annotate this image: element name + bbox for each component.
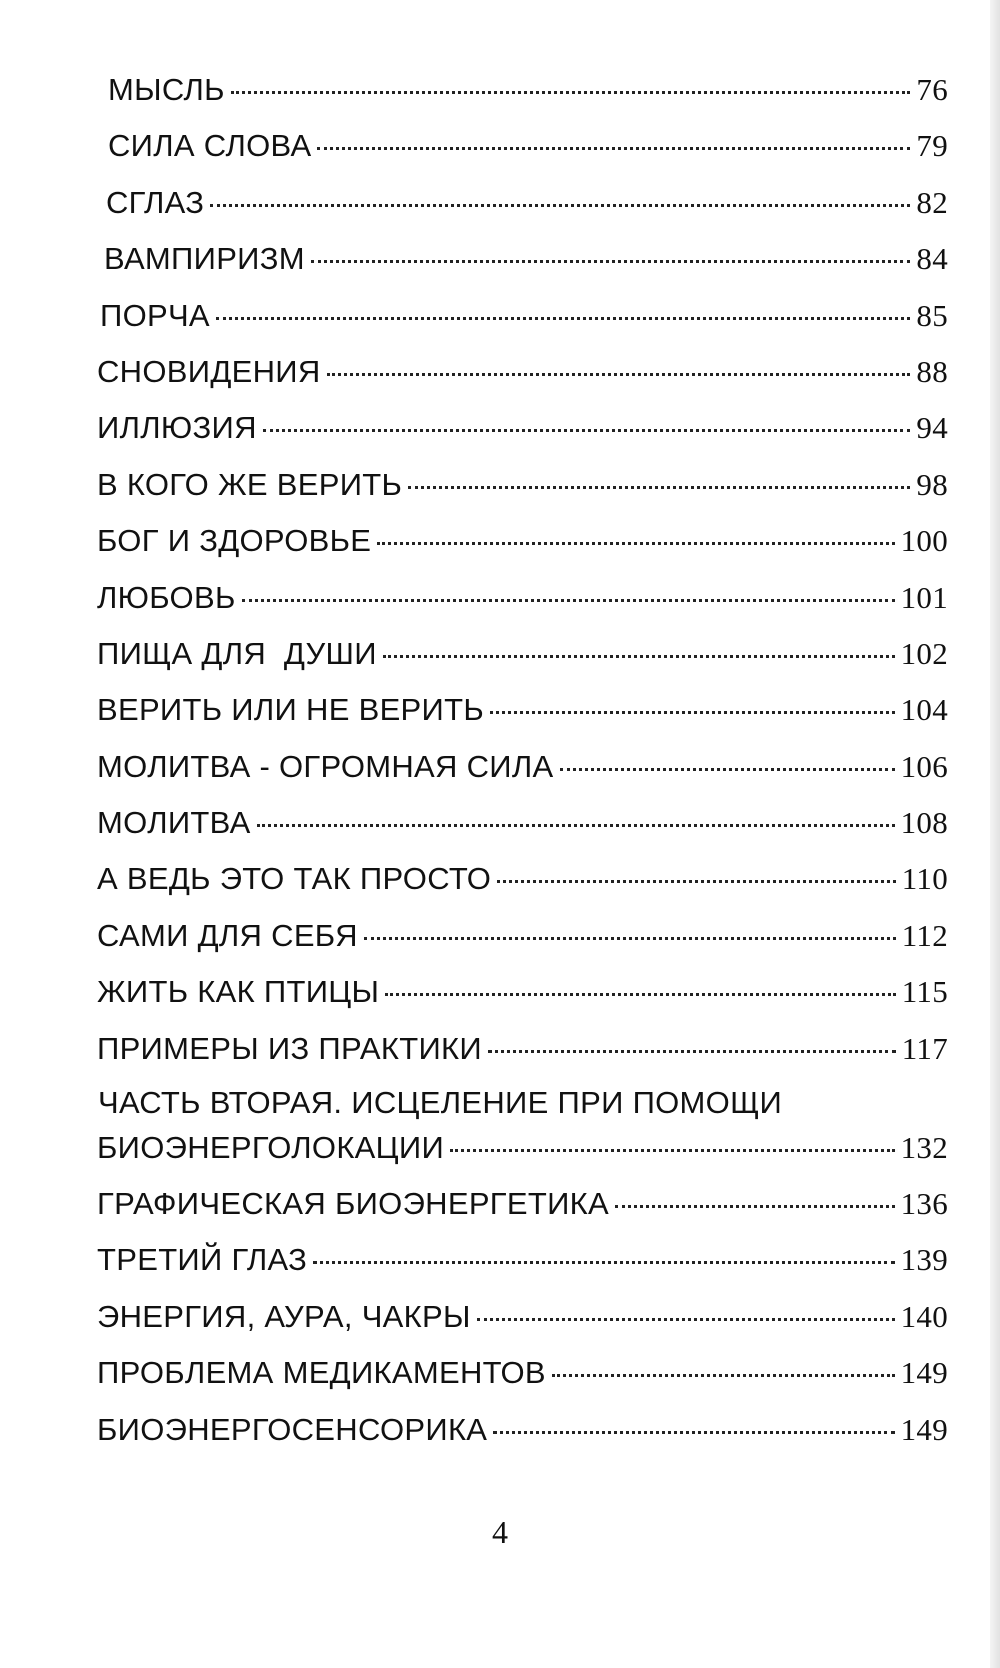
dot-leader <box>560 768 895 771</box>
toc-entry-title: БИОЭНЕРГОЛОКАЦИИ <box>97 1130 445 1165</box>
dot-leader <box>311 260 910 263</box>
dot-leader <box>488 1050 896 1053</box>
toc-entry-page: 149 <box>900 1412 948 1447</box>
dot-leader <box>242 599 895 602</box>
toc-entry-page: 94 <box>916 410 948 445</box>
toc-entry-title: ЛЮБОВЬ <box>97 580 236 615</box>
dot-leader <box>385 993 895 996</box>
toc-entry-title: БОГ И ЗДОРОВЬЕ <box>97 523 372 558</box>
toc-entry <box>97 523 948 567</box>
toc-entry-page: 132 <box>900 1130 948 1165</box>
dot-leader <box>317 147 910 150</box>
dot-leader <box>377 542 894 545</box>
toc-entry-title: ГРАФИЧЕСКАЯ БИОЭНЕРГЕТИКА <box>97 1186 610 1221</box>
toc-entry <box>106 185 948 229</box>
dot-leader <box>364 937 896 940</box>
toc-entry-page: 88 <box>916 354 948 389</box>
dot-leader <box>450 1149 895 1152</box>
dot-leader <box>615 1205 895 1208</box>
toc-entry-page: 100 <box>900 523 948 558</box>
toc-entry-title-line1: ЧАСТЬ ВТОРАЯ. ИСЦЕЛЕНИЕ ПРИ ПОМОЩИ <box>98 1085 783 1120</box>
toc-entry-page: 136 <box>900 1186 948 1221</box>
toc-entry-page: 104 <box>900 692 948 727</box>
toc-entry <box>97 1412 948 1456</box>
dot-leader <box>408 486 910 489</box>
toc-entry-page: 102 <box>900 636 948 671</box>
toc-entry-title: САМИ ДЛЯ СЕБЯ <box>97 918 358 953</box>
dot-leader <box>210 204 910 207</box>
toc-entry-page: 115 <box>901 974 948 1009</box>
toc-entry-page: 139 <box>900 1242 948 1277</box>
toc-entry <box>97 354 948 398</box>
toc-entry <box>104 241 948 285</box>
dot-leader <box>257 824 895 827</box>
toc-entry-title: ЭНЕРГИЯ, АУРА, ЧАКРЫ <box>97 1299 471 1334</box>
dot-leader <box>552 1374 895 1377</box>
toc-entry-title: В КОГО ЖЕ ВЕРИТЬ <box>97 467 403 502</box>
dot-leader <box>497 880 896 883</box>
toc-entry-title: МОЛИТВА <box>97 805 251 840</box>
toc-entry-page: 98 <box>916 467 948 502</box>
toc-entry <box>97 410 948 454</box>
toc-entry <box>97 692 948 736</box>
toc-entry-title: ЖИТЬ КАК ПТИЦЫ <box>97 974 380 1009</box>
toc-entry-page: 106 <box>900 749 948 784</box>
toc-entry-page: 117 <box>901 1031 948 1066</box>
toc-entry-title: СНОВИДЕНИЯ <box>97 354 321 389</box>
toc-entry <box>97 861 948 905</box>
page-edge-shadow <box>990 0 1000 1668</box>
toc-entry-title: ПОРЧА <box>100 298 210 333</box>
toc-entry <box>97 580 948 624</box>
dot-leader <box>231 91 911 94</box>
dot-leader <box>493 1431 894 1434</box>
toc-entry-title: МОЛИТВА - ОГРОМНАЯ СИЛА <box>97 749 554 784</box>
toc-entry <box>108 128 948 172</box>
toc-entry-title: А ВЕДЬ ЭТО ТАК ПРОСТО <box>97 861 492 896</box>
toc-entry <box>97 1242 948 1286</box>
dot-leader <box>477 1318 895 1321</box>
toc-entry-title: ПРОБЛЕМА МЕДИКАМЕНТОВ <box>97 1355 546 1390</box>
toc-entry-title: ИЛЛЮЗИЯ <box>97 410 257 445</box>
toc-entry-page: 76 <box>916 72 948 107</box>
dot-leader <box>216 317 910 320</box>
dot-leader <box>327 373 911 376</box>
toc-entry <box>97 1186 948 1230</box>
toc-entry-title: МЫСЛЬ <box>108 72 225 107</box>
toc-entry-page: 82 <box>916 185 948 220</box>
toc-entry-page: 140 <box>900 1299 948 1334</box>
toc-entry <box>108 72 948 116</box>
toc-entry <box>97 974 948 1018</box>
dot-leader <box>263 429 911 432</box>
toc-entry <box>97 805 948 849</box>
toc-entry-page: 84 <box>916 241 948 276</box>
toc-entry-title: БИОЭНЕРГОСЕНСОРИКА <box>97 1412 488 1447</box>
toc-entry-page: 110 <box>901 861 948 896</box>
toc-entry-title: СИЛА СЛОВА <box>108 128 312 163</box>
toc-entry <box>97 467 948 511</box>
page-number: 4 <box>492 1514 508 1550</box>
toc-entry-title: ВЕРИТЬ ИЛИ НЕ ВЕРИТЬ <box>97 692 484 727</box>
toc-entry <box>97 1031 948 1075</box>
toc-entry-title: ВАМПИРИЗМ <box>104 241 305 276</box>
toc-entry-title: ПИЩА ДЛЯ ДУШИ <box>97 636 377 671</box>
toc-entry <box>97 749 948 793</box>
toc-entry-page: 85 <box>916 298 948 333</box>
dot-leader <box>383 655 895 658</box>
toc-entry-title: СГЛАЗ <box>106 185 205 220</box>
toc-entry <box>97 1130 948 1174</box>
toc-entry-page: 149 <box>900 1355 948 1390</box>
toc-entry-title: ТРЕТИЙ ГЛАЗ <box>97 1242 308 1277</box>
toc-entry-page: 108 <box>900 805 948 840</box>
toc-entry-page: 101 <box>900 580 948 615</box>
toc-entry-page: 79 <box>916 128 948 163</box>
toc-entry <box>100 298 948 342</box>
toc-entry-page: 112 <box>901 918 948 953</box>
toc-entry <box>97 918 948 962</box>
dot-leader <box>490 711 895 714</box>
toc-entry <box>97 1355 948 1399</box>
dot-leader <box>313 1261 894 1264</box>
toc-entry <box>97 636 948 680</box>
toc-entry <box>97 1299 948 1343</box>
toc-entry-title: ПРИМЕРЫ ИЗ ПРАКТИКИ <box>97 1031 482 1066</box>
